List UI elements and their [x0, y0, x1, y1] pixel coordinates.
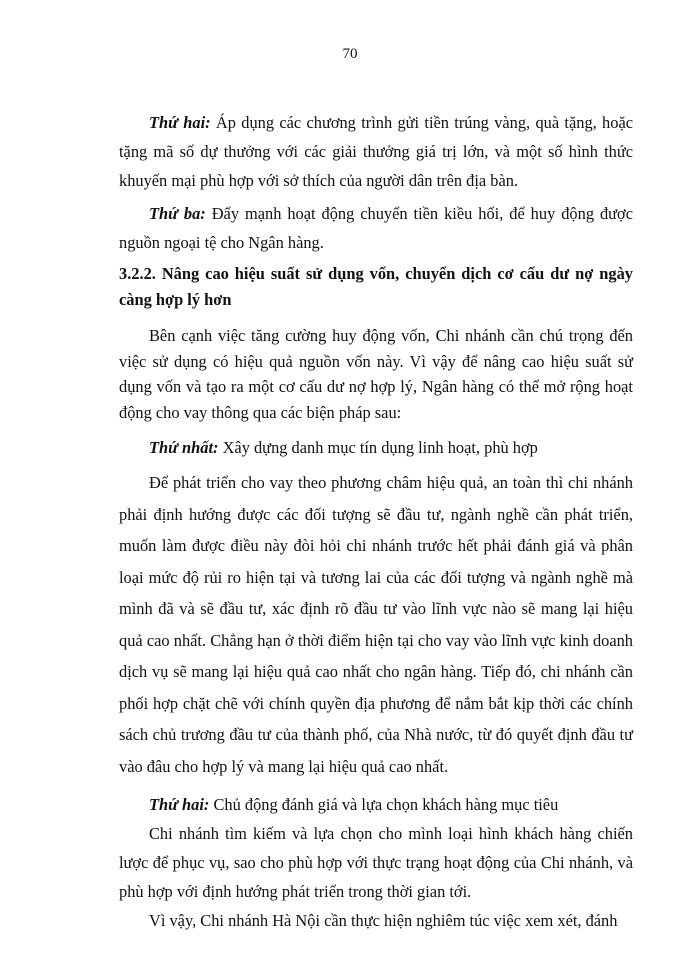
paragraph-hanoi-branch: Vì vậy, Chi nhánh Hà Nội cần thực hiện nghiêm túc việc xem xét, đánh — [149, 911, 618, 930]
paragraph-thu-hai-savings — [119, 108, 633, 195]
paragraph-lead: Thứ hai: — [149, 795, 210, 814]
paragraph-lending-development: Để phát triển cho vay theo phương châm hiệu quả, an toàn thì chi nhánh phải định hướng được các đối tượng sẽ đầu tư, ngành nghề cần phát triển, muốn làm được điều này đòi hỏi chi nhánh trước hết phải đánh giá và phân loại mức độ rủi ro hiện tại và tương lai của các đối tượng và ngành nghề mà mình đã và sẽ đầu tư, xác định rõ đầu tư vào lĩnh vực nào sẽ mang lại hiệu quả cao nhất. Chẳng hạn ở thời điểm hiện tại cho vay vào lĩnh vực kinh doanh dịch vụ sẽ mang lại hiệu quả cao nhất cho ngân hàng. Tiếp đó, chi nhánh cần phối hợp chặt chẽ với chính quyền địa phương để nắm bắt kịp thời các chính sách chủ trương đầu tư của thành phố, của Nhà nước, từ đó quyết định đầu tư vào đâu cho hợp lý và mang lại hiệu quả cao nhất. — [119, 473, 633, 776]
paragraph-text: Áp dụng các chương trình gửi tiền trúng vàng, quà tặng, hoặc tặng mã số dự thưởng với các giải thưởng giá trị lớn, và một số hình thức khuyến mại phù hợp với sở thích của người dân trên địa bàn. — [119, 113, 634, 190]
paragraph-capital-usage: Bên cạnh việc tăng cường huy động vốn, Chi nhánh cần chú trọng đến việc sử dụng có hiệu quả nguồn vốn này. Vì vậy để nâng cao hiệu suất sử dụng vốn và tạo ra một cơ cấu dư nợ hợp lý, Ngân hàng có thể mở rộng hoạt động cho vay thông qua các biện pháp sau: — [119, 326, 633, 422]
paragraph-text: Đẩy mạnh hoạt động chuyển tiền kiều hối, để huy động được nguồn ngoại tệ cho Ngân hàng. — [119, 204, 633, 252]
paragraph-lead: Thứ hai: — [149, 113, 211, 132]
document-body — [119, 108, 633, 935]
paragraph-thu-nhat-portfolio — [119, 433, 633, 463]
paragraph-lead: Thứ nhất: — [149, 438, 219, 457]
paragraph-strategic-customers: Chi nhánh tìm kiếm và lựa chọn cho mình loại hình khách hàng chiến lược để phục vụ, sao cho phù hợp với thực trạng hoạt động của Chi nhánh, và phù hợp với định hướng phát triển trong thời gian tới. — [119, 824, 633, 901]
page-number: 70 — [342, 46, 358, 62]
paragraph-text: Chủ động đánh giá và lựa chọn khách hàng mục tiêu — [209, 795, 559, 814]
paragraph-text: Xây dựng danh mục tín dụng linh hoạt, phù hợp — [218, 438, 538, 457]
section-heading-3-2-2: 3.2.2. Nâng cao hiệu suất sử dụng vốn, chuyển dịch cơ cấu dư nợ ngày càng hợp lý hơn — [119, 264, 633, 309]
paragraph-thu-hai-customers — [119, 790, 633, 819]
paragraph-lead: Thứ ba: — [149, 204, 206, 223]
paragraph-thu-ba-remittance — [119, 199, 633, 257]
